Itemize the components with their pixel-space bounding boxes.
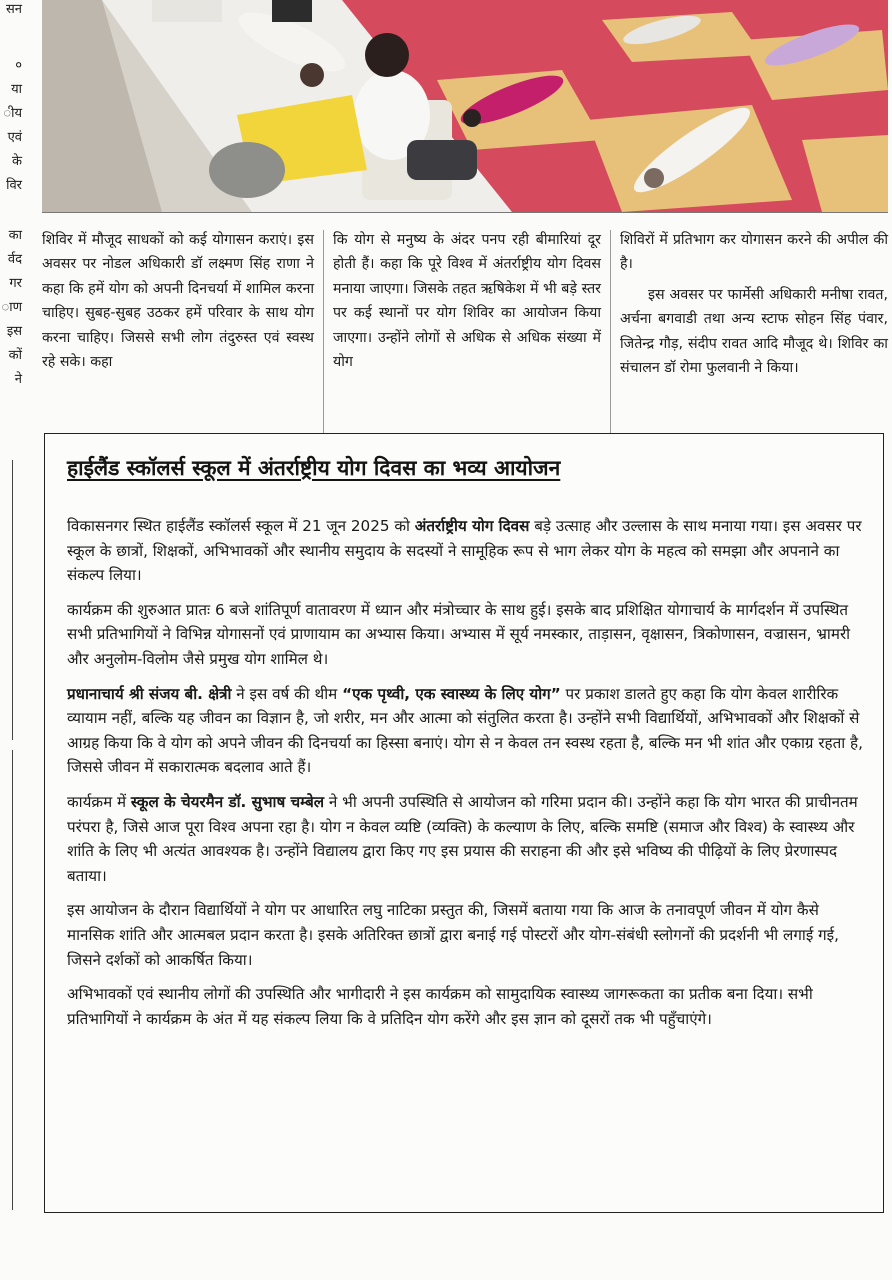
yoga-camp-illustration: [42, 0, 888, 212]
notice-text: बड़े उत्साह और उल्लास के साथ मनाया गया। इस अवसर पर स्कूल के छात्रों, शिक्षकों, अभिभावकों और स्थानीय समुदाय के सदस्यों ने सामूहिक रूप से भाग लेकर योग के महत्व को समझा और अपनाने का संकल्प लिया।: [67, 517, 862, 585]
seated-person-head: [365, 33, 409, 77]
left-column-fragment: [0, 0, 30, 420]
notice-text: ने भी अपनी उपस्थिति से आयोजन को गरिमा प्रदान की। उन्होंने कहा कि योग भारत की प्राचीनतम परंपरा है, जिसे आज पूरा विश्व अपना रहा है। योग न केवल व्यष्टि (व्यक्ति) के कल्याण के लिए, बल्कि समष्टि (समाज और विश्व) के स्वास्थ्य और शांति के लिए भी अत्यंत आवश्यक है। उन्होंने विद्यालय द्वारा किए गए इस प्रयास की सराहना की और इसे भविष्य की पीढ़ियों के लिए प्रेरणास्पद बताया।: [67, 792, 858, 885]
grey-bag: [209, 142, 285, 198]
left-fragment: एवं: [7, 130, 22, 145]
left-fragment: इस: [6, 324, 22, 339]
notice-paragraph-1: [67, 514, 865, 588]
notice-paragraph-4: [67, 790, 865, 888]
notice-text: ने इस वर्ष की थीम: [231, 684, 343, 703]
left-fragment: के: [12, 154, 22, 169]
left-column-rule: [12, 460, 13, 740]
person-head: [644, 168, 664, 188]
person-head: [300, 63, 324, 87]
left-fragment: कों: [8, 348, 22, 363]
column-3-paragraph-1: शिविरों में प्रतिभाग कर योगासन करने की अपील की है।: [620, 232, 888, 273]
notice-paragraph-6: अभिभावकों एवं स्थानीय लोगों की उपस्थिति और भागीदारी ने इस कार्यक्रम को सामुदायिक स्वास्थ्य जागरूकता का प्रतीक बना दिया। सभी प्रतिभागियों ने कार्यक्रम के अंत में यह संकल्प लिया कि वे प्रतिदिन योग करेंगे और इस ज्ञान को दूसरों तक भी पहुँचाएंगे।: [67, 985, 813, 1028]
theme-quote: “एक पृथ्वी, एक स्वास्थ्य के लिए योग”: [342, 684, 561, 703]
article-column-3: [620, 228, 888, 380]
article-column-1: [42, 228, 314, 374]
column-3-paragraph-2: इस अवसर पर फार्मेसी अधिकारी मनीषा रावत, अर्चना बगवाडी तथा अन्य स्टाफ सोहन सिंह पंवार, जितेन्द्र गौड़, संदीप रावत आदि मौजूद थे। शिविर का संचालन डॉ रोमा फुलवानी ने किया।: [620, 286, 888, 377]
notice-paragraph-2: कार्यक्रम की शुरुआत प्रातः 6 बजे शांतिपूर्ण वातावरण में ध्यान और मंत्रोच्चार के साथ हुई। इसके बाद प्रशिक्षित योगाचार्य के मार्गदर्शन में उपस्थित सभी प्रतिभागियों ने विभिन्न योगासनों एवं प्राणायाम का अभ्यास किया। अभ्यास में सूर्य नमस्कार, ताड़ासन, वृक्षासन, त्रिकोणासन, वज्रासन, भ्रामरी और अनुलोम-विलोम जैसे प्रमुख योग शामिल थे।: [67, 600, 851, 668]
chairman-name: स्कूल के चेयरमैन डॉ. सुभाष चम्बेल: [130, 792, 325, 811]
notice-body: [67, 514, 865, 1041]
person-head: [463, 109, 481, 127]
notice-text: कार्यक्रम में: [67, 792, 131, 811]
left-fragment: ाण: [1, 300, 22, 315]
notice-headline: हाईलैंड स्कॉलर्स स्कूल में अंतर्राष्ट्रीय योग दिवस का भव्य आयोजन: [67, 456, 561, 480]
left-fragment: सन: [5, 2, 22, 17]
principal-name: प्रधानाचार्य श्री संजय बी. क्षेत्री: [67, 684, 232, 703]
notice-emphasis: अंतर्राष्ट्रीय योग दिवस: [414, 517, 530, 535]
crowd-edge: [152, 0, 222, 22]
left-fragment: गर: [9, 276, 22, 291]
column-1-text: शिविर में मौजूद साधकों को कई योगासन कराएं। इस अवसर पर नोडल अधिकारी डॉ लक्ष्मण सिंह राणा ने कहा कि हमें योग को अपनी दिनचर्या में शामिल करना चाहिए। सुबह-सुबह उठकर हमें परिवार के साथ योग करना चाहिए। जिससे सभी लोग तंदुरुस्त एवं स्वस्थ रहे सके। कहा: [42, 232, 314, 371]
left-fragment: या: [11, 82, 22, 97]
seated-person-legs: [407, 140, 477, 180]
notice-text: पर प्रकाश डालते हुए कहा कि योग केवल शारीरिक व्यायाम नहीं, बल्कि यह जीवन का विज्ञान है, जो शरीर, मन और आत्मा को संतुलित करता है। उन्होंने सभी विद्यार्थियों, अभिभावकों और शिक्षकों से आग्रह किया कि वे योग को अपने जीवन की दिनचर्या का हिस्सा बनाएं। योग से न केवल तन स्वस्थ रहता है, बल्कि मन भी शांत और एकाग्र रहता है, जिससे जीवन में सकारात्मक बदलाव आते हैं।: [67, 684, 863, 777]
left-fragment: ०: [15, 58, 22, 73]
left-fragment: र्वद: [7, 252, 22, 267]
notice-text: विकासनगर स्थित हाईलैंड स्कॉलर्स स्कूल में 21 जून 2025 को: [67, 517, 415, 535]
left-fragment: विर: [6, 178, 22, 193]
left-fragment: ीय: [3, 106, 22, 121]
notice-paragraph-3: [67, 682, 865, 780]
yoga-camp-photo: [42, 0, 888, 213]
column-divider: [610, 230, 611, 452]
person-dark-clothes: [272, 0, 312, 22]
notice-paragraph-5: इस आयोजन के दौरान विद्यार्थियों ने योग पर आधारित लघु नाटिका प्रस्तुत की, जिसमें बताया गया कि आज के तनावपूर्ण जीवन में योग कैसे मानसिक शांति और आत्मबल प्रदान करता है। इसके अतिरिक्त छात्रों द्वारा बनाई गई पोस्टरों और योग-संबंधी स्लोगनों की प्रदर्शनी भी लगाई गई, जिसने दर्शकों को आकर्षित किया।: [67, 901, 839, 969]
left-column-rule: [12, 750, 13, 1210]
left-fragment: का: [8, 228, 22, 243]
left-fragment: ने: [14, 372, 22, 387]
column-2-text: कि योग से मनुष्य के अंदर पनप रही बीमारियां दूर होती हैं। कहा कि पूरे विश्व में अंतर्राष्ट्रीय योग दिवस मनाया जाएगा। जिसके तहत ऋषिकेश में भी बड़े स्तर पर कई स्थानों पर योग शिविर का आयोजन किया जाएगा। उन्होंने लोगों से अधिक से अधिक संख्या में योग: [333, 232, 601, 371]
article-column-2: [333, 228, 601, 374]
school-yoga-day-notice: [44, 433, 884, 1213]
column-divider: [323, 230, 324, 452]
